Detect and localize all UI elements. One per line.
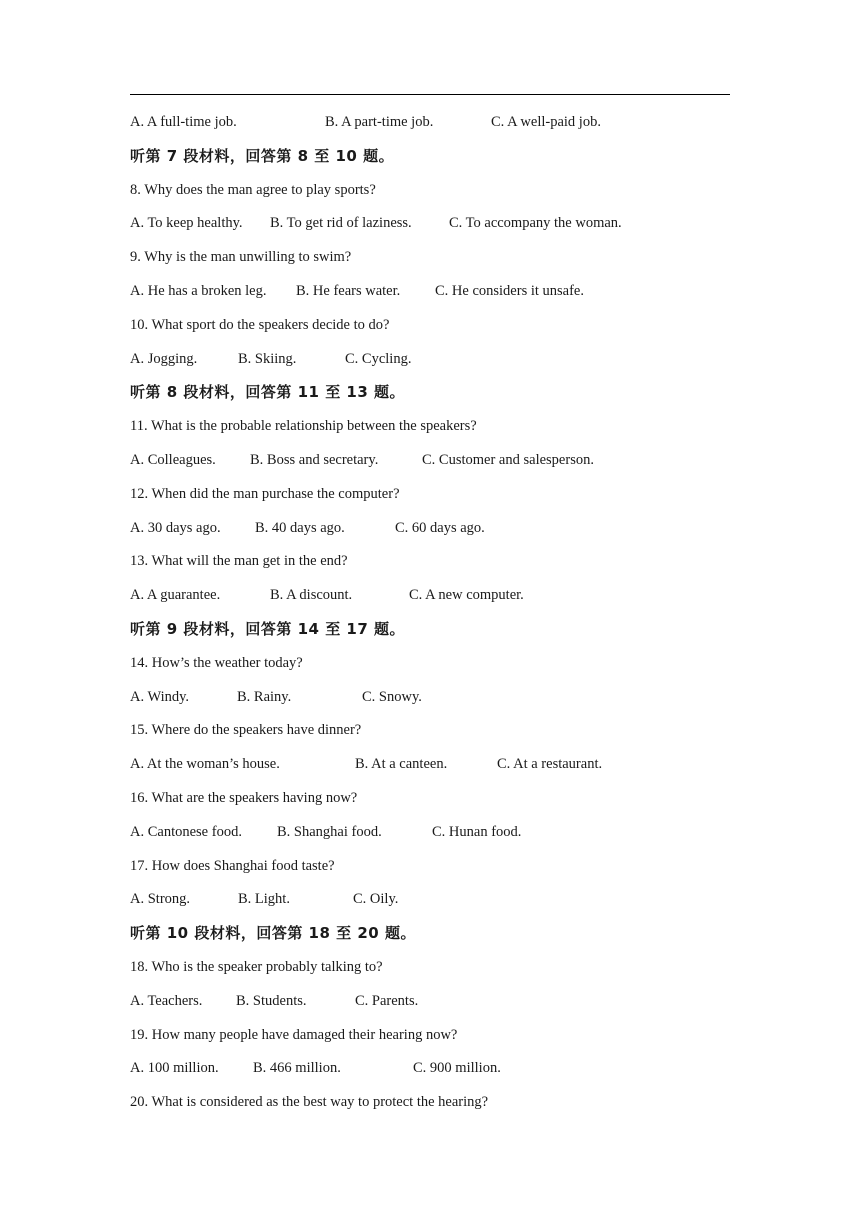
answer-options xyxy=(130,583,730,607)
answer-option: C. Cycling. xyxy=(345,351,412,367)
answer-option: C. Parents. xyxy=(355,993,419,1009)
answer-option: A. Teachers. xyxy=(130,993,203,1009)
section-heading: 听第 9 段材料，回答第 14 至 17 题。 xyxy=(130,620,406,638)
answer-option: A. Jogging. xyxy=(130,351,198,367)
answer-option: B. He fears water. xyxy=(296,283,401,299)
answer-option: C. To accompany the woman. xyxy=(449,215,622,231)
question-text: 17. How does Shanghai food taste? xyxy=(130,858,335,874)
answer-option: B. 466 million. xyxy=(253,1060,341,1076)
answer-option: C. At a restaurant. xyxy=(497,756,603,772)
question-text: 8. Why does the man agree to play sports? xyxy=(130,182,376,198)
answer-option: C. Snowy. xyxy=(362,689,422,705)
answer-options xyxy=(130,110,730,134)
answer-options xyxy=(130,347,730,371)
answer-option: A. 30 days ago. xyxy=(130,520,221,536)
answer-option: C. 900 million. xyxy=(413,1060,501,1076)
answer-option: B. Shanghai food. xyxy=(277,824,382,840)
answer-option: B. Boss and secretary. xyxy=(250,452,379,468)
answer-option: A. A full-time job. xyxy=(130,114,237,130)
question-text: 14. How’s the weather today? xyxy=(130,655,303,671)
answer-option: A. At the woman’s house. xyxy=(130,756,280,772)
answer-option: C. A well-paid job. xyxy=(491,114,601,130)
question-text: 18. Who is the speaker probably talking to? xyxy=(130,959,383,975)
answer-option: A. He has a broken leg. xyxy=(130,283,267,299)
answer-option: B. Skiing. xyxy=(238,351,297,367)
answer-options xyxy=(130,211,730,235)
section-heading: 听第 7 段材料，回答第 8 至 10 题。 xyxy=(130,147,395,165)
answer-option: C. Hunan food. xyxy=(432,824,522,840)
answer-option: A. Windy. xyxy=(130,689,190,705)
answer-option: B. A part-time job. xyxy=(325,114,434,130)
answer-option: C. He considers it unsafe. xyxy=(435,283,584,299)
answer-options xyxy=(130,1056,730,1080)
answer-option: C. 60 days ago. xyxy=(395,520,485,536)
question-text: 19. How many people have damaged their hearing now? xyxy=(130,1027,458,1043)
header-rule xyxy=(130,94,730,95)
answer-option: A. Colleagues. xyxy=(130,452,216,468)
answer-options xyxy=(130,887,730,911)
question-text: 9. Why is the man unwilling to swim? xyxy=(130,249,352,265)
answer-options xyxy=(130,685,730,709)
answer-options xyxy=(130,989,730,1013)
answer-option: C. Customer and salesperson. xyxy=(422,452,594,468)
section-heading: 听第 10 段材料，回答第 18 至 20 题。 xyxy=(130,924,416,942)
answer-option: B. 40 days ago. xyxy=(255,520,345,536)
answer-option: A. Strong. xyxy=(130,891,191,907)
answer-option: B. Students. xyxy=(236,993,307,1009)
answer-option: C. A new computer. xyxy=(409,587,524,603)
answer-options xyxy=(130,820,730,844)
question-text: 20. What is considered as the best way to protect the hearing? xyxy=(130,1094,489,1110)
answer-option: C. Oily. xyxy=(353,891,399,907)
answer-option: B. Rainy. xyxy=(237,689,292,705)
answer-option: B. At a canteen. xyxy=(355,756,448,772)
answer-option: A. 100 million. xyxy=(130,1060,219,1076)
answer-option: B. To get rid of laziness. xyxy=(270,215,412,231)
question-text: 15. Where do the speakers have dinner? xyxy=(130,722,362,738)
answer-option: A. To keep healthy. xyxy=(130,215,243,231)
answer-options xyxy=(130,448,730,472)
question-text: 13. What will the man get in the end? xyxy=(130,553,348,569)
answer-options xyxy=(130,752,730,776)
question-text: 16. What are the speakers having now? xyxy=(130,790,358,806)
section-heading: 听第 8 段材料，回答第 11 至 13 题。 xyxy=(130,383,406,401)
question-text: 10. What sport do the speakers decide to do? xyxy=(130,317,390,333)
answer-options xyxy=(130,279,730,303)
answer-options xyxy=(130,516,730,540)
answer-option: A. Cantonese food. xyxy=(130,824,242,840)
answer-option: B. A discount. xyxy=(270,587,353,603)
question-text: 12. When did the man purchase the computer? xyxy=(130,486,400,502)
question-text: 11. What is the probable relationship between the speakers? xyxy=(130,418,477,434)
answer-option: A. A guarantee. xyxy=(130,587,221,603)
answer-option: B. Light. xyxy=(238,891,290,907)
